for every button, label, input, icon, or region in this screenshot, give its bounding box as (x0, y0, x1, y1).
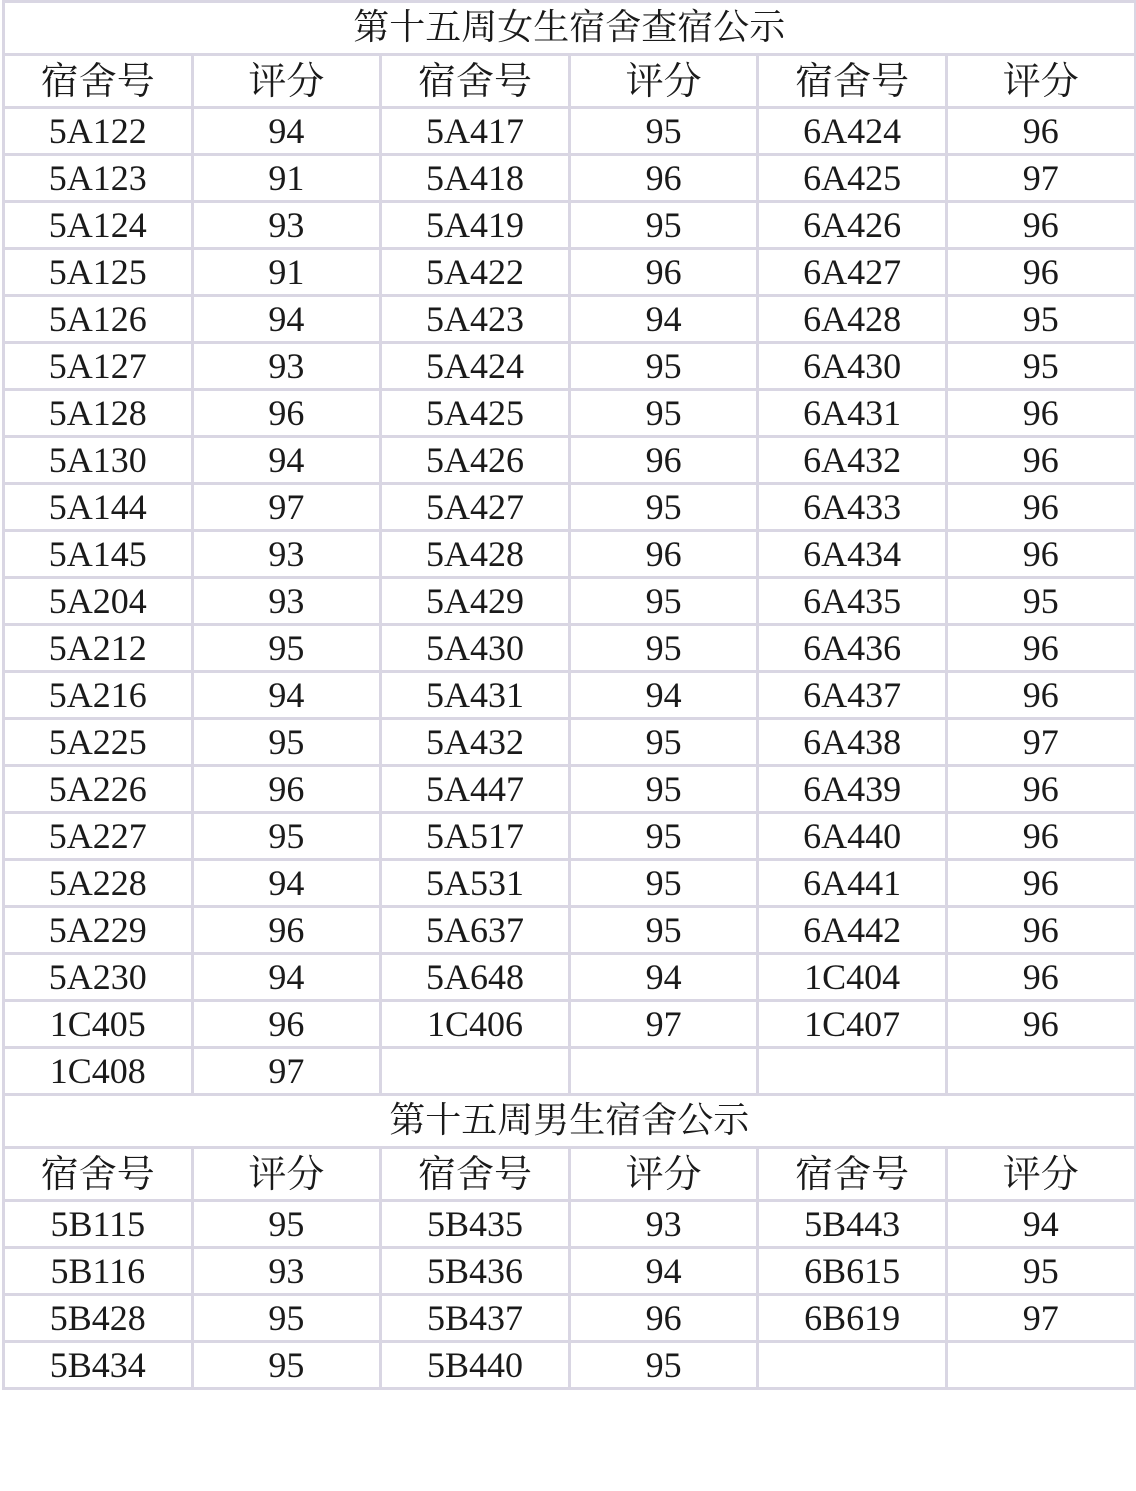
male-title-row (4, 1095, 1136, 1148)
room-number-cell: 5A127 (4, 343, 193, 390)
room-number-cell: 6A428 (758, 296, 947, 343)
room-number-cell: 5B440 (381, 1342, 570, 1389)
room-number-cell: 5B435 (381, 1201, 570, 1248)
room-number-cell: 5A230 (4, 954, 193, 1001)
score-cell: 96 (192, 766, 381, 813)
room-number-cell: 5A426 (381, 437, 570, 484)
room-number-cell: 1C404 (758, 954, 947, 1001)
room-number-cell: 6A427 (758, 249, 947, 296)
male-table-row (4, 1201, 1136, 1248)
room-number-cell: 6A441 (758, 860, 947, 907)
score-cell: 96 (946, 907, 1135, 954)
room-number-cell: 5A430 (381, 625, 570, 672)
room-number-cell: 6A430 (758, 343, 947, 390)
score-cell: 95 (946, 578, 1135, 625)
score-cell (946, 1048, 1135, 1095)
column-header-room: 宿舍号 (4, 1148, 193, 1201)
room-number-cell: 5A126 (4, 296, 193, 343)
male-table-row (4, 1248, 1136, 1295)
score-cell: 95 (569, 625, 758, 672)
room-number-cell: 5A122 (4, 108, 193, 155)
score-cell: 94 (569, 296, 758, 343)
room-number-cell: 5A431 (381, 672, 570, 719)
room-number-cell: 6A436 (758, 625, 947, 672)
room-number-cell: 6B619 (758, 1295, 947, 1342)
score-cell: 95 (192, 625, 381, 672)
female-table-row (4, 484, 1136, 531)
room-number-cell: 5B115 (4, 1201, 193, 1248)
score-cell: 95 (569, 719, 758, 766)
female-table-row (4, 202, 1136, 249)
female-table-row (4, 343, 1136, 390)
score-cell: 91 (192, 155, 381, 202)
male-header-row (4, 1148, 1136, 1201)
room-number-cell: 1C408 (4, 1048, 193, 1095)
female-table-row (4, 296, 1136, 343)
score-cell: 96 (946, 484, 1135, 531)
room-number-cell: 5A125 (4, 249, 193, 296)
score-cell: 94 (569, 672, 758, 719)
room-number-cell: 6A425 (758, 155, 947, 202)
room-number-cell: 5B434 (4, 1342, 193, 1389)
room-number-cell: 5A447 (381, 766, 570, 813)
room-number-cell: 5A212 (4, 625, 193, 672)
female-table-row (4, 1048, 1136, 1095)
room-number-cell: 6A426 (758, 202, 947, 249)
room-number-cell: 5A427 (381, 484, 570, 531)
room-number-cell: 6A437 (758, 672, 947, 719)
room-number-cell: 5B443 (758, 1201, 947, 1248)
score-cell: 91 (192, 249, 381, 296)
score-cell: 93 (192, 1248, 381, 1295)
score-cell: 96 (192, 907, 381, 954)
score-cell: 96 (569, 155, 758, 202)
room-number-cell: 5A417 (381, 108, 570, 155)
dorm-inspection-notice (2, 0, 1134, 1390)
female-table-row (4, 860, 1136, 907)
female-table-row (4, 813, 1136, 860)
score-cell: 95 (192, 813, 381, 860)
score-cell: 96 (946, 390, 1135, 437)
score-cell: 95 (946, 1248, 1135, 1295)
room-number-cell: 5A229 (4, 907, 193, 954)
score-cell: 95 (569, 907, 758, 954)
room-number-cell (758, 1048, 947, 1095)
room-number-cell: 5A424 (381, 343, 570, 390)
score-cell: 95 (569, 578, 758, 625)
score-cell: 96 (946, 1001, 1135, 1048)
room-number-cell: 5B437 (381, 1295, 570, 1342)
score-cell: 95 (569, 766, 758, 813)
column-header-score: 评分 (946, 1148, 1135, 1201)
female-table-row (4, 437, 1136, 484)
score-cell: 94 (192, 108, 381, 155)
score-cell: 96 (192, 1001, 381, 1048)
score-cell: 95 (569, 343, 758, 390)
female-table-row (4, 907, 1136, 954)
female-table-row (4, 531, 1136, 578)
room-number-cell: 5A423 (381, 296, 570, 343)
room-number-cell: 6A442 (758, 907, 947, 954)
room-number-cell: 5B428 (4, 1295, 193, 1342)
score-cell: 96 (946, 672, 1135, 719)
female-table-row (4, 766, 1136, 813)
score-cell: 95 (569, 202, 758, 249)
score-cell: 94 (946, 1201, 1135, 1248)
female-table-row (4, 249, 1136, 296)
score-cell: 96 (946, 202, 1135, 249)
score-cell: 96 (946, 437, 1135, 484)
column-header-score: 评分 (569, 1148, 758, 1201)
room-number-cell: 6A440 (758, 813, 947, 860)
score-cell: 97 (946, 155, 1135, 202)
score-cell: 95 (946, 296, 1135, 343)
score-cell (946, 1342, 1135, 1389)
room-number-cell: 6A432 (758, 437, 947, 484)
room-number-cell: 5A226 (4, 766, 193, 813)
score-cell: 97 (192, 484, 381, 531)
score-cell: 95 (569, 484, 758, 531)
female-table-row (4, 155, 1136, 202)
score-cell: 96 (946, 249, 1135, 296)
score-cell: 97 (946, 719, 1135, 766)
room-number-cell: 5A227 (4, 813, 193, 860)
room-number-cell: 5A225 (4, 719, 193, 766)
room-number-cell: 5A130 (4, 437, 193, 484)
room-number-cell: 5B436 (381, 1248, 570, 1295)
score-cell: 96 (946, 531, 1135, 578)
score-cell: 93 (192, 202, 381, 249)
room-number-cell: 5A216 (4, 672, 193, 719)
male-table-row (4, 1295, 1136, 1342)
room-number-cell: 5A429 (381, 578, 570, 625)
room-number-cell: 5A419 (381, 202, 570, 249)
column-header-room: 宿舍号 (4, 55, 193, 108)
female-table-row (4, 578, 1136, 625)
score-cell: 94 (192, 672, 381, 719)
dorm-score-table (2, 0, 1136, 1390)
score-cell: 96 (569, 437, 758, 484)
score-cell: 96 (946, 625, 1135, 672)
score-cell: 96 (192, 390, 381, 437)
score-cell: 93 (192, 531, 381, 578)
score-cell: 96 (946, 813, 1135, 860)
female-table-row (4, 719, 1136, 766)
room-number-cell: 5A204 (4, 578, 193, 625)
column-header-room: 宿舍号 (758, 1148, 947, 1201)
room-number-cell: 5A428 (381, 531, 570, 578)
room-number-cell: 6A439 (758, 766, 947, 813)
score-cell: 97 (569, 1001, 758, 1048)
column-header-room: 宿舍号 (758, 55, 947, 108)
female-table-row (4, 1001, 1136, 1048)
score-cell: 95 (192, 1201, 381, 1248)
column-header-score: 评分 (192, 1148, 381, 1201)
room-number-cell: 6A434 (758, 531, 947, 578)
female-section-title: 第十五周女生宿舍查宿公示 (4, 2, 1136, 55)
score-cell: 96 (569, 249, 758, 296)
score-cell: 93 (192, 343, 381, 390)
room-number-cell: 6A435 (758, 578, 947, 625)
column-header-score: 评分 (946, 55, 1135, 108)
female-header-row (4, 55, 1136, 108)
score-cell: 95 (569, 390, 758, 437)
score-cell: 95 (569, 860, 758, 907)
score-cell: 95 (192, 1342, 381, 1389)
room-number-cell: 5A144 (4, 484, 193, 531)
room-number-cell: 5A145 (4, 531, 193, 578)
column-header-score: 评分 (192, 55, 381, 108)
column-header-room: 宿舍号 (381, 55, 570, 108)
room-number-cell: 5A531 (381, 860, 570, 907)
score-cell: 94 (192, 860, 381, 907)
room-number-cell: 5A648 (381, 954, 570, 1001)
room-number-cell: 6A424 (758, 108, 947, 155)
male-section-title: 第十五周男生宿舍公示 (4, 1095, 1136, 1148)
room-number-cell: 5A123 (4, 155, 193, 202)
score-cell: 96 (946, 108, 1135, 155)
score-cell: 95 (192, 719, 381, 766)
score-cell (569, 1048, 758, 1095)
room-number-cell (758, 1342, 947, 1389)
room-number-cell: 6A431 (758, 390, 947, 437)
female-table-row (4, 672, 1136, 719)
score-cell: 94 (192, 437, 381, 484)
room-number-cell: 6A433 (758, 484, 947, 531)
room-number-cell: 6B615 (758, 1248, 947, 1295)
score-cell: 95 (569, 108, 758, 155)
score-cell: 93 (569, 1201, 758, 1248)
room-number-cell: 5A418 (381, 155, 570, 202)
room-number-cell: 1C407 (758, 1001, 947, 1048)
score-cell: 95 (569, 1342, 758, 1389)
score-cell: 97 (946, 1295, 1135, 1342)
score-cell: 95 (946, 343, 1135, 390)
male-table-row (4, 1342, 1136, 1389)
room-number-cell: 5A517 (381, 813, 570, 860)
score-cell: 96 (569, 1295, 758, 1342)
female-table-row (4, 954, 1136, 1001)
room-number-cell: 5A425 (381, 390, 570, 437)
score-cell: 95 (192, 1295, 381, 1342)
score-cell: 96 (946, 860, 1135, 907)
room-number-cell: 5A422 (381, 249, 570, 296)
score-cell: 94 (569, 954, 758, 1001)
score-cell: 94 (192, 954, 381, 1001)
table-body (4, 2, 1136, 1389)
room-number-cell: 5B116 (4, 1248, 193, 1295)
score-cell: 94 (192, 296, 381, 343)
score-cell: 95 (569, 813, 758, 860)
score-cell: 96 (946, 766, 1135, 813)
room-number-cell: 5A124 (4, 202, 193, 249)
score-cell: 96 (946, 954, 1135, 1001)
female-table-row (4, 108, 1136, 155)
room-number-cell: 5A228 (4, 860, 193, 907)
room-number-cell (381, 1048, 570, 1095)
score-cell: 97 (192, 1048, 381, 1095)
room-number-cell: 6A438 (758, 719, 947, 766)
female-table-row (4, 390, 1136, 437)
score-cell: 94 (569, 1248, 758, 1295)
female-table-row (4, 625, 1136, 672)
column-header-score: 评分 (569, 55, 758, 108)
room-number-cell: 5A637 (381, 907, 570, 954)
room-number-cell: 5A432 (381, 719, 570, 766)
score-cell: 96 (569, 531, 758, 578)
column-header-room: 宿舍号 (381, 1148, 570, 1201)
female-title-row (4, 2, 1136, 55)
room-number-cell: 1C406 (381, 1001, 570, 1048)
score-cell: 93 (192, 578, 381, 625)
room-number-cell: 1C405 (4, 1001, 193, 1048)
room-number-cell: 5A128 (4, 390, 193, 437)
